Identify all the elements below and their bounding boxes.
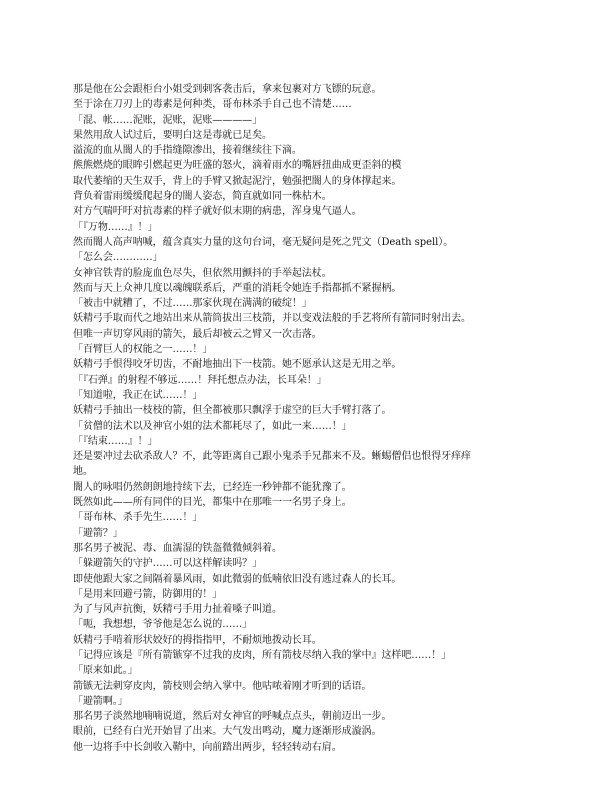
text-line: 妖精弓手啃着形状姣好的拇指指甲，不耐烦地拨动长耳。 <box>73 634 322 646</box>
text-line: 背负着雷雨缓缓爬起身的闇人姿态，简直就如同一株枯木。 <box>73 191 332 203</box>
text-line: 至于涂在刀刃上的毒素是何种类，哥布林杀手自己也不清楚…… <box>73 99 352 111</box>
text-line: 熊熊燃烧的眼眸引燃起更为旺盛的怒火，滴着雨水的嘴唇扭曲成更歪斜的模 <box>73 160 402 172</box>
text-line: 为了与风声抗衡，妖精弓手用力扯着嗓子叫道。 <box>73 604 282 616</box>
text-line: 还是要冲过去砍杀敌人？不，此等距离自己跟小鬼杀手兄都来不及。蜥蜴僧侣也恨得牙痒痒 <box>73 451 471 463</box>
text-line: 那名男子被泥、毒、血濡湿的铁盔微微倾斜着。 <box>73 542 282 554</box>
text-line: 「百臂巨人的权能之一……！」 <box>73 344 213 356</box>
text-line: 但唯一声切穿风雨的箭矢，最后却被云之臂又一次击落。 <box>73 328 322 340</box>
text-line: 妖精弓手恨得咬牙切齿，不耐地抽出下一枝箭。她不愿承认这是无用之举。 <box>73 359 402 371</box>
text-line: 「避箭？」 <box>73 527 123 539</box>
text-line: 「混、帐……泥账，泥账，泥账————」 <box>73 114 263 126</box>
text-line: 「躲避箭矢的守护……可以这样解读吗？」 <box>73 558 263 570</box>
text-line: 「贫僧的法术以及神官小姐的法术都耗尽了，如此一来……！」 <box>73 420 352 432</box>
text-line: 闇人的咏唱仍然朗朗地持续下去，已经连一秒钟都不能犹豫了。 <box>73 481 352 493</box>
text-line: 取代萎缩的天生双手，背上的手臂又掀起泥泞，勉强把闇人的身体撑起来。 <box>73 175 402 187</box>
text-line: 「『石弹』的射程不够远……！拜托想点办法，长耳朵！」 <box>73 374 327 386</box>
text-line: 溢流的血从闇人的手指缝隙渗出，接着继续往下滴。 <box>73 145 302 157</box>
text-line: 「哥布林、杀手先生……！」 <box>73 512 203 524</box>
text-line: 「怎么会…………」 <box>73 252 163 264</box>
text-line: 对方气喘吁吁对抗毒素的样子就好似末期的病患，浑身鬼气逼人。 <box>73 206 362 218</box>
text-line: 「呃，我想想，爷爷他是怎么说的……」 <box>73 619 253 631</box>
text-line: 那名男子淡然地喃喃说道，然后对女神官的呼喊点点头，朝前迈出一步。 <box>73 711 392 723</box>
text-line: 「是用来回避弓箭，防御用的！」 <box>73 588 223 600</box>
text-line: 眼前，已经有白光开始冒了出来。大气发出鸣动，魔力逐渐形成漩涡。 <box>73 726 382 738</box>
text-line: 「避箭啊。」 <box>73 695 128 707</box>
text-line: 「被击中就糟了，不过……那家伙现在满满的破绽！」 <box>73 298 312 310</box>
text-line: 「『万物……』！」 <box>73 221 158 233</box>
text-line: 「『结束……』！」 <box>73 435 158 447</box>
text-line: 女神官铁青的脸庞血色尽失，但依然用颤抖的手举起法杖。 <box>73 267 332 279</box>
text-line: 即使他跟大家之间隔着暴风雨，如此微弱的低喃依旧没有逃过森人的长耳。 <box>73 573 402 585</box>
text-line: 然而闇人高声呐喊，蕴含真实力量的这句台词，毫无疑问是死之咒文（Death spell）。 <box>73 236 454 248</box>
text-line: 果然用敌人试过后，要明白这是毒就已足矣。 <box>73 129 272 141</box>
text-line: 妖精弓手取而代之地站出来从箭筒拔出三枝箭，并以变戏法般的手艺将所有箭同时射出去。 <box>73 313 471 325</box>
text-line: 那是他在公会跟柜台小姐受到刺客袭击后，拿来包裹对方飞镖的玩意。 <box>73 84 382 95</box>
text-line: 箭镞无法刺穿皮肉，箭枝则会纳入掌中。他咕哝着刚才听到的话语。 <box>73 680 372 692</box>
text-line: 「原来如此。」 <box>73 665 138 677</box>
text-line: 妖精弓手抽出一枝枝的箭，但全都被那只飘浮于虚空的巨大手臂打落了。 <box>73 405 392 417</box>
document-body <box>73 82 543 755</box>
text-line: 「记得应该是『所有箭镞穿不过我的皮肉，所有箭枝尽纳入我的掌中』这样吧……！」 <box>73 649 452 661</box>
text-line: 既然如此——所有同伴的目光，都集中在那唯一一名男子身上。 <box>73 497 352 509</box>
text-line: 地。 <box>73 466 93 478</box>
text-line: 他一边将手中长剑收入鞘中，向前踏出两步，轻轻转动右肩。 <box>73 741 342 753</box>
text-line: 然而与天上众神几度以魂魄联系后，严重的消耗令她连手指都抓不紧握柄。 <box>73 282 402 294</box>
text-line: 「知道啦，我正在试……！」 <box>73 389 203 401</box>
